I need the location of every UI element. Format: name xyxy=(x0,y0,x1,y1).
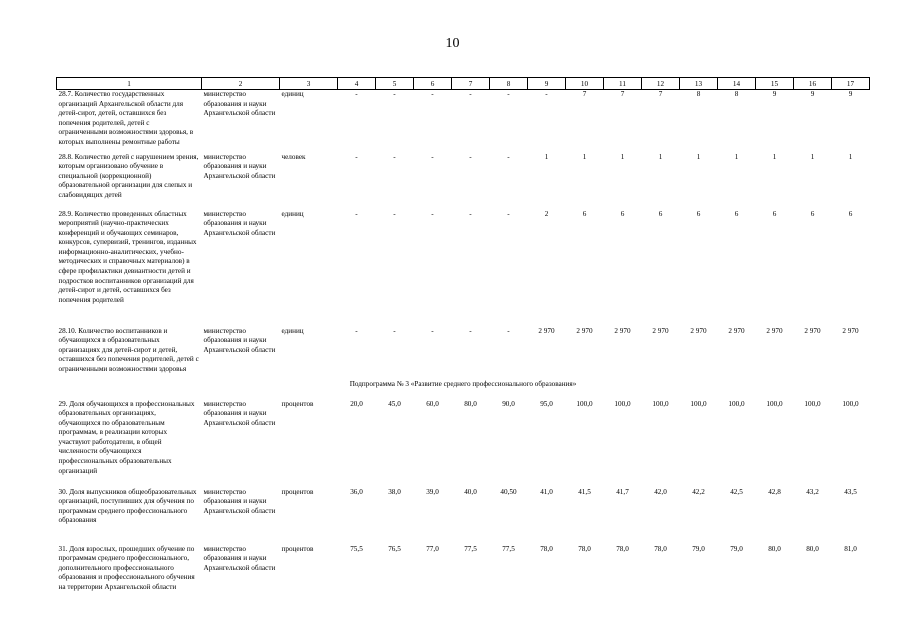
indicator-value: 2 970 xyxy=(538,326,555,335)
indicator-value: 1 xyxy=(772,152,777,161)
indicator-value: 6 xyxy=(734,209,739,218)
indicator-value: 43,2 xyxy=(806,487,819,496)
indicator-value: 80,0 xyxy=(464,399,477,408)
header-cell: 5 xyxy=(376,78,414,90)
indicator-value: 1 xyxy=(582,152,587,161)
indicator-value: 41,7 xyxy=(616,487,629,496)
indicator-value: 41,5 xyxy=(578,487,591,496)
indicator-value: 95,0 xyxy=(540,399,553,408)
indicator-value: - xyxy=(545,90,548,98)
indicator-name: 29. Доля обучающихся в профессиональных образовательных организациях, обучающихся по образовательным программам, в реализации которых участвуют работодатели, в общей численности обучающихся профессиональных образовательных организаций xyxy=(58,399,195,475)
indicator-value: 1 xyxy=(810,152,815,161)
indicator-value: - xyxy=(469,90,472,98)
indicator-value: 40,50 xyxy=(500,487,517,496)
table-row xyxy=(57,327,870,380)
table-row xyxy=(57,153,870,210)
indicator-value: 100,0 xyxy=(576,399,593,408)
unit-of-measure: человек xyxy=(281,152,306,161)
table-row xyxy=(57,400,870,488)
indicator-name: 30. Доля выпускников общеобразовательных организаций, поступивших для обучения по программам среднего профессионального образования xyxy=(58,487,197,525)
indicator-value: 40,0 xyxy=(464,487,477,496)
indicator-value: 1 xyxy=(848,152,853,161)
responsible-executor: министерство образования и науки Архангельской области xyxy=(203,152,276,180)
indicator-value: - xyxy=(431,152,434,161)
indicator-value: - xyxy=(507,152,510,161)
indicator-value: 6 xyxy=(772,209,777,218)
unit-of-measure: единиц xyxy=(281,209,304,218)
indicator-value: 77,5 xyxy=(502,544,515,553)
indicators-table xyxy=(56,77,870,605)
indicator-value: 78,0 xyxy=(540,544,553,553)
subprogram-row xyxy=(57,380,870,400)
indicator-value: 1 xyxy=(620,152,625,161)
indicator-value: 75,5 xyxy=(350,544,363,553)
indicator-value: 100,0 xyxy=(728,399,745,408)
indicator-value: 38,0 xyxy=(388,487,401,496)
header-cell: 2 xyxy=(202,78,280,90)
responsible-executor: министерство образования и науки Архангельской области xyxy=(203,487,276,515)
indicator-value: - xyxy=(507,209,510,218)
indicator-value: 78,0 xyxy=(578,544,591,553)
indicator-value: - xyxy=(507,326,510,335)
indicator-value: 2 970 xyxy=(766,326,783,335)
header-cell: 9 xyxy=(528,78,566,90)
indicator-value: - xyxy=(355,326,358,335)
indicator-value: - xyxy=(355,152,358,161)
indicator-value: 36,0 xyxy=(350,487,363,496)
header-cell: 13 xyxy=(680,78,718,90)
header-cell: 8 xyxy=(490,78,528,90)
indicator-value: - xyxy=(469,326,472,335)
table-row xyxy=(57,90,870,153)
indicator-value: 7 xyxy=(620,90,625,98)
responsible-executor: министерство образования и науки Архангельской области xyxy=(203,209,276,237)
indicator-value: 2 970 xyxy=(804,326,821,335)
header-cell: 14 xyxy=(718,78,756,90)
indicator-name: 28.10. Количество воспитанников и обучающихся в образовательных организациях для детей-сирот и детей, оставшихся без попечения родителей, детей с ограниченными возможностями здоровья xyxy=(58,326,199,373)
indicator-value: 100,0 xyxy=(766,399,783,408)
indicator-value: 100,0 xyxy=(804,399,821,408)
indicator-value: 1 xyxy=(544,152,549,161)
indicator-value: 78,0 xyxy=(654,544,667,553)
indicator-value: 8 xyxy=(696,90,701,98)
indicator-value: 80,0 xyxy=(806,544,819,553)
indicator-value: 8 xyxy=(734,90,739,98)
indicator-value: 42,8 xyxy=(768,487,781,496)
indicator-value: 100,0 xyxy=(690,399,707,408)
indicator-value: 6 xyxy=(810,209,815,218)
unit-of-measure: единиц xyxy=(281,326,304,335)
table-row xyxy=(57,210,870,327)
indicator-value: - xyxy=(431,90,434,98)
indicator-value: 6 xyxy=(620,209,625,218)
unit-of-measure: процентов xyxy=(281,544,314,553)
indicator-value: 77,5 xyxy=(464,544,477,553)
indicator-value: 2 970 xyxy=(690,326,707,335)
indicator-value: 41,0 xyxy=(540,487,553,496)
indicator-value: 42,5 xyxy=(730,487,743,496)
indicator-value: 60,0 xyxy=(426,399,439,408)
indicator-value: - xyxy=(393,90,396,98)
indicator-value: 2 970 xyxy=(576,326,593,335)
unit-of-measure: процентов xyxy=(281,487,314,496)
header-cell: 15 xyxy=(756,78,794,90)
indicator-value: 20,0 xyxy=(350,399,363,408)
indicator-value: - xyxy=(355,209,358,218)
indicator-name: 28.7. Количество государственных организаций Архангельской области для детей-сирот, детей, оставшихся без попечения родителей, детей с ограниченными возможностями здоровья, в которых выполнены ремонтные работы xyxy=(58,90,194,146)
indicator-value: 2 970 xyxy=(842,326,859,335)
indicator-value: - xyxy=(431,209,434,218)
indicator-value: 1 xyxy=(734,152,739,161)
subprogram-title: Подпрограмма № 3 «Развитие среднего профессионального образования» xyxy=(349,379,577,388)
indicator-value: 79,0 xyxy=(692,544,705,553)
unit-of-measure: процентов xyxy=(281,399,314,408)
indicator-value: 45,0 xyxy=(388,399,401,408)
indicator-value: 79,0 xyxy=(730,544,743,553)
indicator-value: - xyxy=(469,209,472,218)
indicator-value: 6 xyxy=(848,209,853,218)
indicator-value: - xyxy=(507,90,510,98)
indicator-value: 78,0 xyxy=(616,544,629,553)
table-row xyxy=(57,545,870,605)
responsible-executor: министерство образования и науки Архангельской области xyxy=(203,399,276,427)
indicator-value: 7 xyxy=(582,90,587,98)
header-cell: 6 xyxy=(414,78,452,90)
indicator-value: 42,0 xyxy=(654,487,667,496)
indicator-name: 28.8. Количество детей с нарушением зрения, которым организовано обучение в специальной (коррекционной) образовательной организации для слепых и слабовидящих детей xyxy=(58,152,199,199)
header-cell: 17 xyxy=(832,78,870,90)
indicator-value: - xyxy=(393,326,396,335)
header-cell: 1 xyxy=(57,78,202,90)
header-cell: 3 xyxy=(280,78,338,90)
indicator-value: 6 xyxy=(696,209,701,218)
indicator-value: 39,0 xyxy=(426,487,439,496)
header-cell: 16 xyxy=(794,78,832,90)
header-cell: 10 xyxy=(566,78,604,90)
header-cell: 12 xyxy=(642,78,680,90)
indicator-value: 1 xyxy=(696,152,701,161)
indicator-value: 100,0 xyxy=(842,399,859,408)
indicator-value: 42,2 xyxy=(692,487,705,496)
indicator-value: 9 xyxy=(810,90,815,98)
header-row xyxy=(57,78,870,90)
indicator-value: 2 xyxy=(544,209,549,218)
indicator-value: 77,0 xyxy=(426,544,439,553)
table-row xyxy=(57,488,870,545)
indicator-value: 100,0 xyxy=(614,399,631,408)
indicator-value: - xyxy=(355,90,358,98)
indicator-value: 2 970 xyxy=(614,326,631,335)
indicator-value: 43,5 xyxy=(844,487,857,496)
indicator-value: 76,5 xyxy=(388,544,401,553)
page-number: 10 xyxy=(445,36,460,51)
indicator-name: 31. Доля взрослых, прошедших обучение по программам среднего профессионального, дополнительного профессионального образования и профессионального обучения на территории Архангельской области xyxy=(58,544,195,591)
responsible-executor: министерство образования и науки Архангельской области xyxy=(203,326,276,354)
indicator-value: 9 xyxy=(848,90,853,98)
responsible-executor: министерство образования и науки Архангельской области xyxy=(203,90,276,118)
indicator-value: 6 xyxy=(658,209,663,218)
indicator-value: 81,0 xyxy=(844,544,857,553)
indicator-value: 90,0 xyxy=(502,399,515,408)
responsible-executor: министерство образования и науки Архангельской области xyxy=(203,544,276,572)
indicator-value: 9 xyxy=(772,90,777,98)
indicator-value: - xyxy=(469,152,472,161)
indicator-name: 28.9. Количество проведенных областных мероприятий (научно-практических конференций и обучающих семинаров, конкурсов, супервизий, тренингов, изданных информационно-аналитических, учебно-методических и справочных материалов) в сфере профилактики девиантности детей и подростков воспитанников организаций для детей-сирот и детей, оставшихся без попечения родителей xyxy=(58,209,197,304)
indicator-value: - xyxy=(393,209,396,218)
indicator-value: 80,0 xyxy=(768,544,781,553)
indicator-value: 2 970 xyxy=(728,326,745,335)
indicator-value: 7 xyxy=(658,90,663,98)
indicator-value: 100,0 xyxy=(652,399,669,408)
unit-of-measure: единиц xyxy=(281,90,304,98)
indicator-value: 1 xyxy=(658,152,663,161)
indicator-value: 6 xyxy=(582,209,587,218)
header-cell: 4 xyxy=(338,78,376,90)
indicator-value: 2 970 xyxy=(652,326,669,335)
header-cell: 7 xyxy=(452,78,490,90)
indicator-value: - xyxy=(431,326,434,335)
header-cell: 11 xyxy=(604,78,642,90)
indicator-value: - xyxy=(393,152,396,161)
